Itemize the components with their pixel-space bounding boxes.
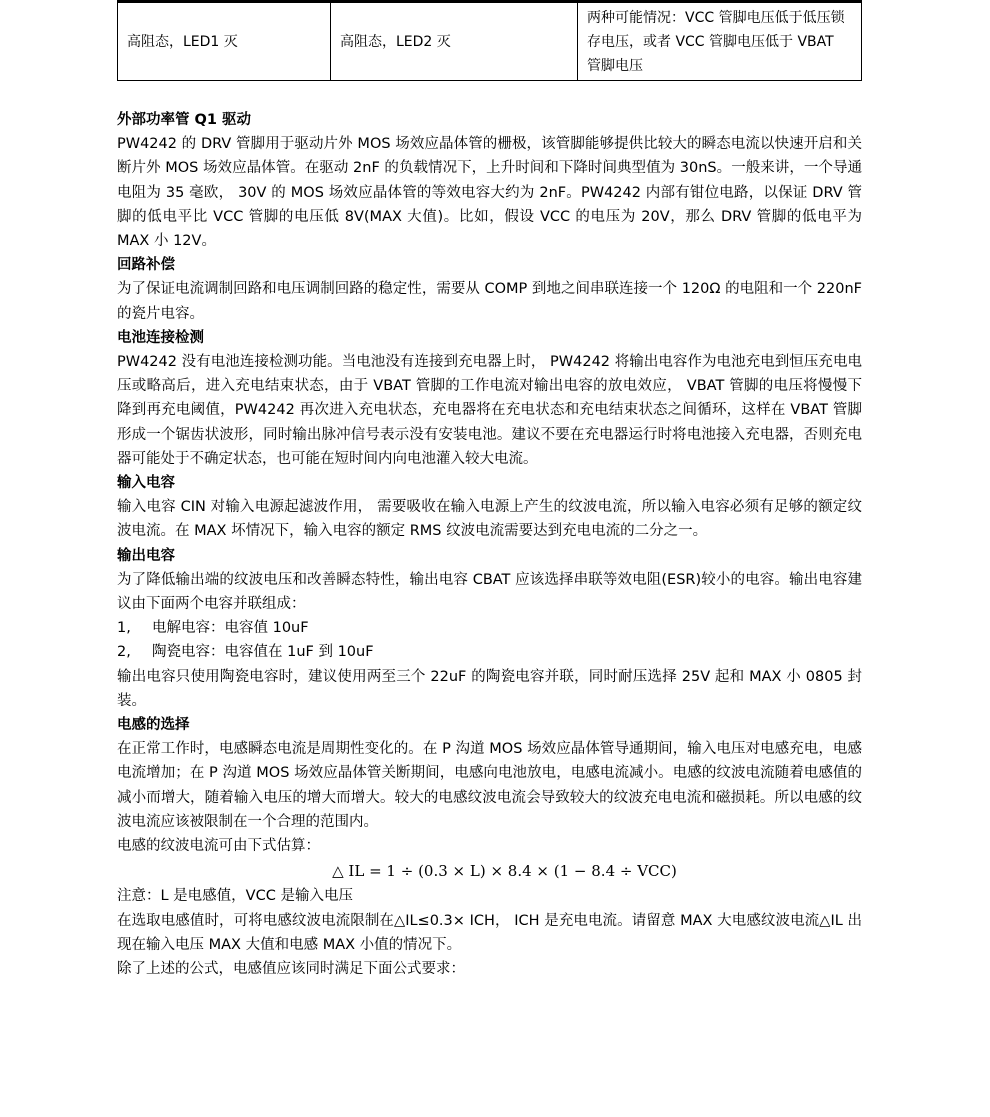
section-heading-input-cap: 输入电容 <box>117 475 175 492</box>
list-text: 陶瓷电容：电容值在 1uF 到 10uF <box>152 644 374 661</box>
section-heading-loop: 回路补偿 <box>117 257 175 274</box>
paragraph: 为了降低输出端的纹波电压和改善瞬态特性，输出电容 CBAT 应该选择串联等效电阻(ESR)较小的电容。输出电容建议由下面两个电容并联组成： <box>117 571 862 613</box>
paragraph: 输出电容只使用陶瓷电容时，建议使用两至三个 22uF 的陶瓷电容并联，同时耐压选择 25V 起和 MAX 小 0805 封装。 <box>117 668 862 709</box>
section-heading-drv: 外部功率管 Q1 驱动 <box>117 112 252 128</box>
list-number: 2, <box>117 644 131 661</box>
section-heading-output-cap: 输出电容 <box>117 547 175 564</box>
paragraph: 除了上述的公式，电感值应该同时满足下面公式要求： <box>117 960 465 977</box>
note: 注意：L 是电感值，VCC 是输入电压 <box>117 888 353 905</box>
list-item <box>117 616 862 640</box>
section-heading-battery: 电池连接检测 <box>117 329 204 346</box>
document-body <box>117 108 862 981</box>
ripple-formula: △ IL = 1 ÷ (0.3 × L) × 8.4 × (1 − 8.4 ÷ VCC) <box>332 862 677 881</box>
section-heading-inductor: 电感的选择 <box>117 717 190 734</box>
list-text: 电解电容：电容值 10uF <box>152 620 309 637</box>
list-number: 1, <box>117 620 131 637</box>
paragraph: PW4242 的 DRV 管脚用于驱动片外 MOS 场效应晶体管的栅极，该管脚能够提供比较大的瞬态电流以快速开启和关断片外 MOS 场效应晶体管。在驱动 2nF 的负载情况下，上升时间和下降时间典型值为 30nS。一般来讲，一个导通电阻为 35 毫欧， 30V 的 MOS 场效应晶体管的等效电容大约为 2nF。PW4242 内部有钳位电路，以保证 DRV 管脚的低电平比 VCC 管脚的电压低 8V(MAX 大值)。比如，假设 VCC 的电压为 20V，那么 DRV 管脚的低电平为 MAX 小 12V。 <box>117 136 862 250</box>
table-row <box>118 2 862 81</box>
table-cell: 两种可能情况：VCC 管脚电压低于低压锁存电压，或者 VCC 管脚电压低于 VBAT 管脚电压 <box>578 2 862 81</box>
paragraph: 输入电容 CIN 对输入电源起滤波作用， 需要吸收在输入电源上产生的纹波电流，所以输入电容必须有足够的额定纹波电流。在 MAX 坏情况下，输入电容的额定 RMS 纹波电流需要达到充电电流的二分之一。 <box>117 499 862 540</box>
paragraph: 在选取电感值时，可将电感纹波电流限制在△IL≤0.3× ICH， ICH 是充电电流。请留意 MAX 大电感纹波电流△IL 出现在输入电压 MAX 大值和电感 MAX 小值的情况下。 <box>117 912 862 953</box>
paragraph: 电感的纹波电流可由下式估算： <box>117 838 320 855</box>
paragraph: 在正常工作时，电感瞬态电流是周期性变化的。在 P 沟道 MOS 场效应晶体管导通期间，输入电压对电感充电，电感电流增加；在 P 沟道 MOS 场效应晶体管关断期间，电感向电池放电，电感电流减小。电感的纹波电流随着电感值的减小而增大，随着输入电压的增大而增大。较大的电感纹波电流会导致较大的纹波充电电流和磁损耗。所以电感的纹波电流应该被限制在一个合理的范围内。 <box>117 741 862 830</box>
table-cell: 高阻态，LED2 灭 <box>331 2 578 81</box>
table-cell: 高阻态，LED1 灭 <box>118 2 331 81</box>
paragraph: PW4242 没有电池连接检测功能。当电池没有连接到充电器上时， PW4242 将输出电容作为电池充电到恒压充电电压或略高后，进入充电结束状态，由于 VBAT 管脚的工作电流对输出电容的放电效应， VBAT 管脚的电压将慢慢下降到再充电阈值，PW4242 再次进入充电状态，充电器将在充电状态和充电结束状态之间循环，这样在 VBAT 管脚形成一个锯齿状波形，同时输出脉冲信号表示没有安装电池。建议不要在充电器运行时将电池接入充电器，否则充电器可能处于不确定状态，也可能在短时间内向电池灌入较大电流。 <box>117 354 862 467</box>
paragraph: 为了保证电流调制回路和电压调制回路的稳定性，需要从 COMP 到地之间串联连接一个 120Ω 的电阻和一个 220nF 的瓷片电容。 <box>117 281 862 322</box>
status-table <box>117 0 862 81</box>
list-item <box>117 640 862 664</box>
